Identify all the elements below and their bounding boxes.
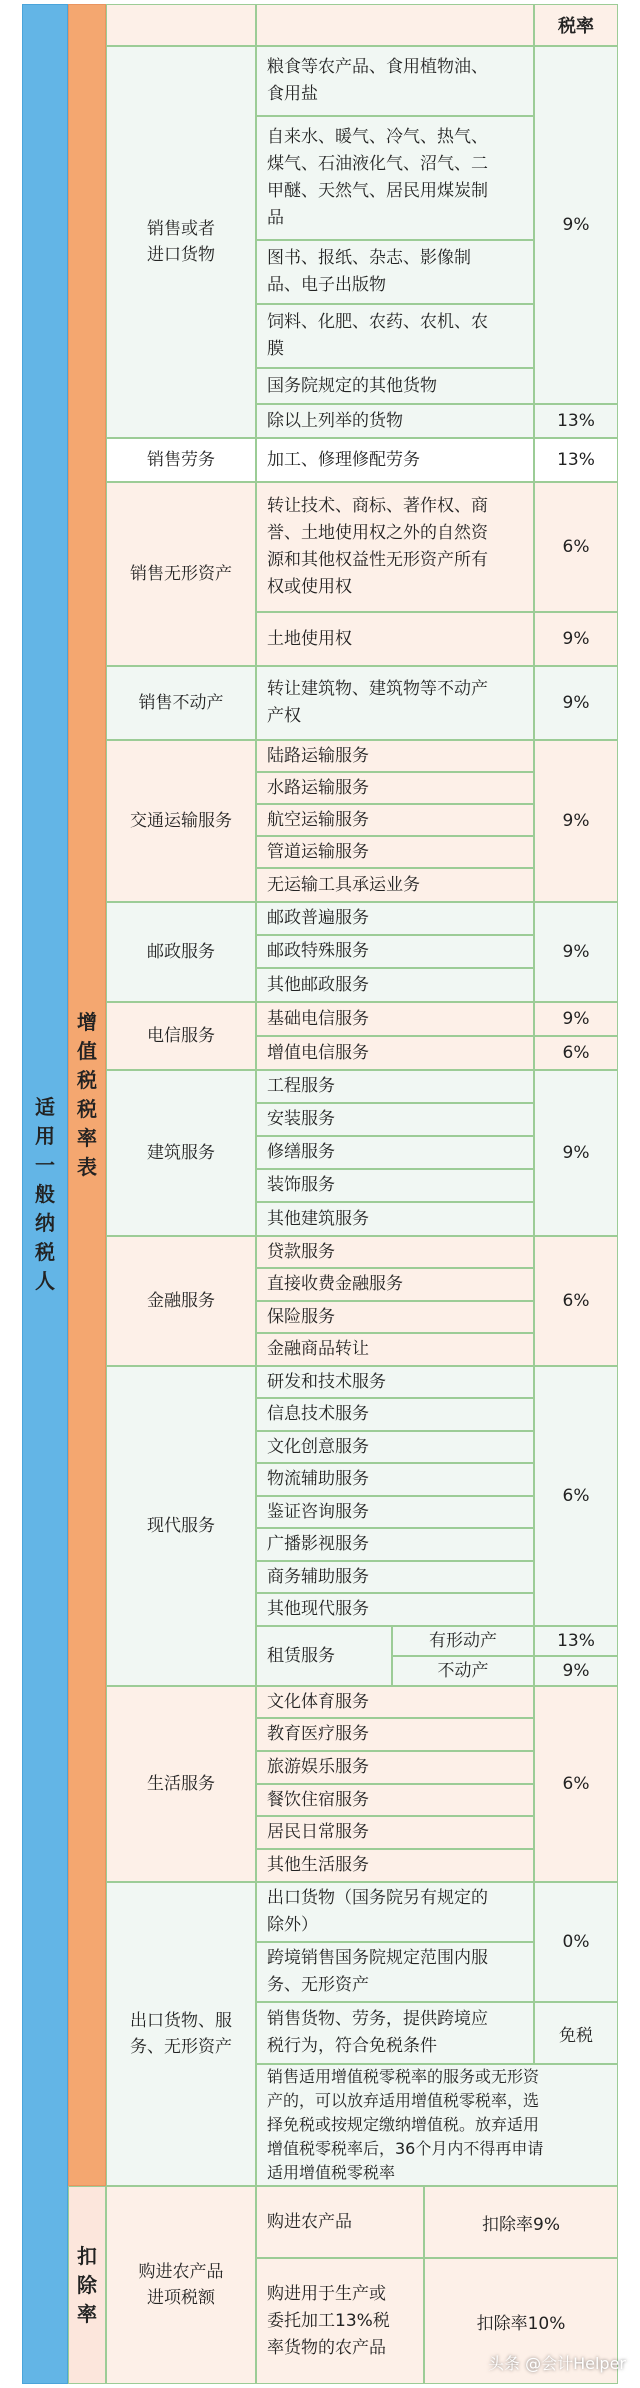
labor-rate: 13% (534, 438, 618, 482)
transport-item: 水路运输服务 (256, 772, 534, 804)
vertical-char: 一 (35, 1152, 55, 1177)
category-telecom: 电信服务 (106, 1002, 256, 1070)
vat-rate-table-label (77, 1008, 97, 1182)
construction-item: 修缮服务 (256, 1136, 534, 1169)
text-line: 源和其他权益性无形资产所有 (267, 550, 488, 570)
text-line: 税行为，符合免税条件 (267, 2036, 437, 2056)
life-item: 居民日常服务 (256, 1816, 534, 1849)
text-line: 除外） (267, 1915, 318, 1935)
lease-label: 租赁服务 (256, 1626, 392, 1686)
category-export (106, 1882, 256, 2186)
finance-item: 金融商品转让 (256, 1333, 534, 1366)
goods-item-other-state (256, 368, 534, 404)
telecom-item: 基础电信服务 (256, 1002, 534, 1036)
text-line: 务、无形资产 (267, 1975, 369, 1995)
text-line: 食用盐 (267, 84, 318, 104)
vertical-char: 税 (77, 1097, 97, 1121)
watermark: 头条 @会计Helper (488, 2354, 626, 2373)
category-transport: 交通运输服务 (106, 740, 256, 902)
text-line: 权或使用权 (267, 577, 352, 597)
deduction-rate-column (68, 2186, 106, 2384)
text-line: 跨境销售国务院规定范围内服 (267, 1948, 488, 1968)
modern-item: 物流辅助服务 (256, 1463, 534, 1496)
goods-item-books (256, 240, 534, 304)
text-line: 转让技术、商标、著作权、商 (267, 496, 488, 516)
category-realestate: 销售不动产 (106, 666, 256, 740)
vat-rate-table-column (68, 4, 106, 2186)
construction-item: 其他建筑服务 (256, 1202, 534, 1236)
postal-item: 其他邮政服务 (256, 968, 534, 1002)
vertical-char: 用 (35, 1123, 55, 1148)
vertical-char: 人 (35, 1268, 55, 1293)
text-line: 增值税零税率后，36个月内不得再申请 (267, 2139, 544, 2158)
goods-item-grain (256, 46, 534, 116)
vertical-char: 税 (77, 1068, 97, 1092)
category-finance: 金融服务 (106, 1236, 256, 1366)
export-zero-rate: 0% (534, 1882, 618, 2002)
text-line: 膜 (267, 339, 284, 359)
transport-rate: 9% (534, 740, 618, 902)
vertical-char: 表 (77, 1155, 97, 1179)
category-construction: 建筑服务 (106, 1070, 256, 1236)
text-line: 自来水、暖气、冷气、热气、 (267, 127, 488, 147)
modern-item: 鉴证咨询服务 (256, 1496, 534, 1528)
header-blank-items (256, 4, 534, 46)
text-line: 品、电子出版物 (267, 275, 386, 295)
text-line: 率货物的农产品 (267, 2337, 386, 2358)
life-item: 其他生活服务 (256, 1849, 534, 1882)
intangible-item-land: 土地使用权 (256, 612, 534, 666)
life-item: 教育医疗服务 (256, 1718, 534, 1751)
text-line: 转让建筑物、建筑物等不动产 (267, 679, 488, 699)
text-line: 进项税额 (147, 2288, 215, 2308)
deduction-item-produce: 购进农产品 (256, 2186, 424, 2258)
postal-rate: 9% (534, 902, 618, 1002)
category-labor: 销售劳务 (106, 438, 256, 482)
text-line: 品 (267, 208, 284, 228)
category-goods (106, 46, 256, 438)
intangible-rate-land: 9% (534, 612, 618, 666)
vertical-char: 纳 (35, 1210, 55, 1235)
telecom-item: 增值电信服务 (256, 1036, 534, 1070)
lease-item-immovable: 不动产 (392, 1656, 534, 1686)
text-line: 誉、土地使用权之外的自然资 (267, 523, 488, 543)
goods-item-feed (256, 304, 534, 368)
life-rate: 6% (534, 1686, 618, 1882)
vertical-char: 般 (35, 1181, 55, 1206)
text-line: 委托加工13%税 (267, 2310, 390, 2331)
modern-item: 商务辅助服务 (256, 1561, 534, 1593)
construction-item: 安装服务 (256, 1103, 534, 1136)
category-intangible: 销售无形资产 (106, 482, 256, 666)
vertical-char: 率 (77, 2301, 97, 2326)
category-postal: 邮政服务 (106, 902, 256, 1002)
category-life: 生活服务 (106, 1686, 256, 1882)
labor-item: 加工、修理修配劳务 (256, 438, 534, 482)
text-line: 适用增值税零税率 (267, 2163, 396, 2182)
deduction-rate-10: 扣除率10% (424, 2258, 618, 2384)
text-line: 煤气、石油液化气、沼气、二 (267, 154, 488, 174)
text-line: 进口货物 (147, 245, 215, 265)
finance-rate: 6% (534, 1236, 618, 1366)
transport-item: 航空运输服务 (256, 804, 534, 836)
finance-item: 贷款服务 (256, 1236, 534, 1268)
goods-item-others: 除以上列举的货物 (256, 404, 534, 438)
text-line: 出口货物、服 (130, 2011, 232, 2031)
transport-item: 无运输工具承运业务 (256, 868, 534, 902)
postal-item: 邮政特殊服务 (256, 935, 534, 968)
text-line: 择免税或按规定缴纳增值税。放弃适用 (267, 2115, 540, 2134)
text-line: 销售货物、劳务，提供跨境应 (267, 2009, 488, 2029)
vertical-char: 税 (35, 1239, 55, 1264)
deduction-rate-9: 扣除率9% (424, 2186, 618, 2258)
transport-item: 陆路运输服务 (256, 740, 534, 772)
export-exempt: 免税 (534, 2002, 618, 2064)
export-item-goods (256, 1882, 534, 1942)
text-line: 出口货物（国务院另有规定的 (267, 1888, 488, 1908)
export-item-crossborder (256, 1942, 534, 2002)
category-modern: 现代服务 (106, 1366, 256, 1686)
finance-item: 直接收费金融服务 (256, 1268, 534, 1301)
modern-item: 研发和技术服务 (256, 1366, 534, 1398)
text-line: 国务院规定的其他货物 (267, 375, 437, 396)
header-rate: 税率 (534, 4, 618, 46)
realestate-item (256, 666, 534, 740)
text-line: 甲醚、天然气、居民用煤炭制 (267, 181, 488, 201)
header-blank (106, 4, 256, 46)
intangible-rate-rights: 6% (534, 482, 618, 612)
text-line: 销售适用增值税零税率的服务或无形资 (267, 2067, 540, 2086)
text-line: 购进农产品 (138, 2262, 224, 2282)
vertical-char: 增 (77, 1010, 97, 1034)
lease-rate-immovable: 9% (534, 1656, 618, 1686)
deduction-item-processing (256, 2258, 424, 2384)
telecom-rate: 6% (534, 1036, 618, 1070)
text-line: 粮食等农产品、食用植物油、 (267, 57, 488, 77)
text-line: 购进用于生产或 (267, 2283, 386, 2304)
transport-item: 管道运输服务 (256, 836, 534, 868)
construction-item: 工程服务 (256, 1070, 534, 1103)
telecom-rate: 9% (534, 1002, 618, 1036)
deduction-rate-label (77, 2242, 97, 2329)
modern-item: 其他现代服务 (256, 1593, 534, 1626)
modern-rate: 6% (534, 1366, 618, 1626)
text-line: 务、无形资产 (130, 2037, 232, 2057)
export-note (256, 2064, 618, 2186)
lease-item-movable: 有形动产 (392, 1626, 534, 1656)
goods-item-energy (256, 116, 534, 240)
general-taxpayer-column (22, 4, 68, 2384)
export-item-exempt (256, 2002, 534, 2064)
vertical-char: 除 (77, 2272, 97, 2297)
life-item: 餐饮住宿服务 (256, 1784, 534, 1816)
text-line: 产的，可以放弃适用增值税零税率，选 (267, 2091, 540, 2110)
vertical-char: 扣 (77, 2243, 97, 2268)
lease-rate-movable: 13% (534, 1626, 618, 1656)
vertical-char: 值 (77, 1039, 97, 1063)
modern-item: 信息技术服务 (256, 1398, 534, 1431)
construction-item: 装饰服务 (256, 1169, 534, 1202)
text-line: 饲料、化肥、农药、农机、农 (267, 312, 488, 332)
finance-item: 保险服务 (256, 1301, 534, 1333)
modern-item: 文化创意服务 (256, 1431, 534, 1463)
text-line: 图书、报纸、杂志、影像制 (267, 248, 471, 268)
goods-rate: 9% (534, 46, 618, 404)
text-line: 产权 (267, 706, 301, 726)
vertical-char: 率 (77, 1126, 97, 1150)
text-line: 销售或者 (147, 219, 215, 239)
postal-item: 邮政普遍服务 (256, 902, 534, 935)
goods-other-rate: 13% (534, 404, 618, 438)
category-deduction (106, 2186, 256, 2384)
life-item: 旅游娱乐服务 (256, 1751, 534, 1784)
intangible-item-rights (256, 482, 534, 612)
construction-rate: 9% (534, 1070, 618, 1236)
modern-item: 广播影视服务 (256, 1528, 534, 1561)
life-item: 文化体育服务 (256, 1686, 534, 1718)
vertical-char: 适 (35, 1094, 55, 1119)
realestate-rate: 9% (534, 666, 618, 740)
general-taxpayer-label (35, 1093, 55, 1296)
